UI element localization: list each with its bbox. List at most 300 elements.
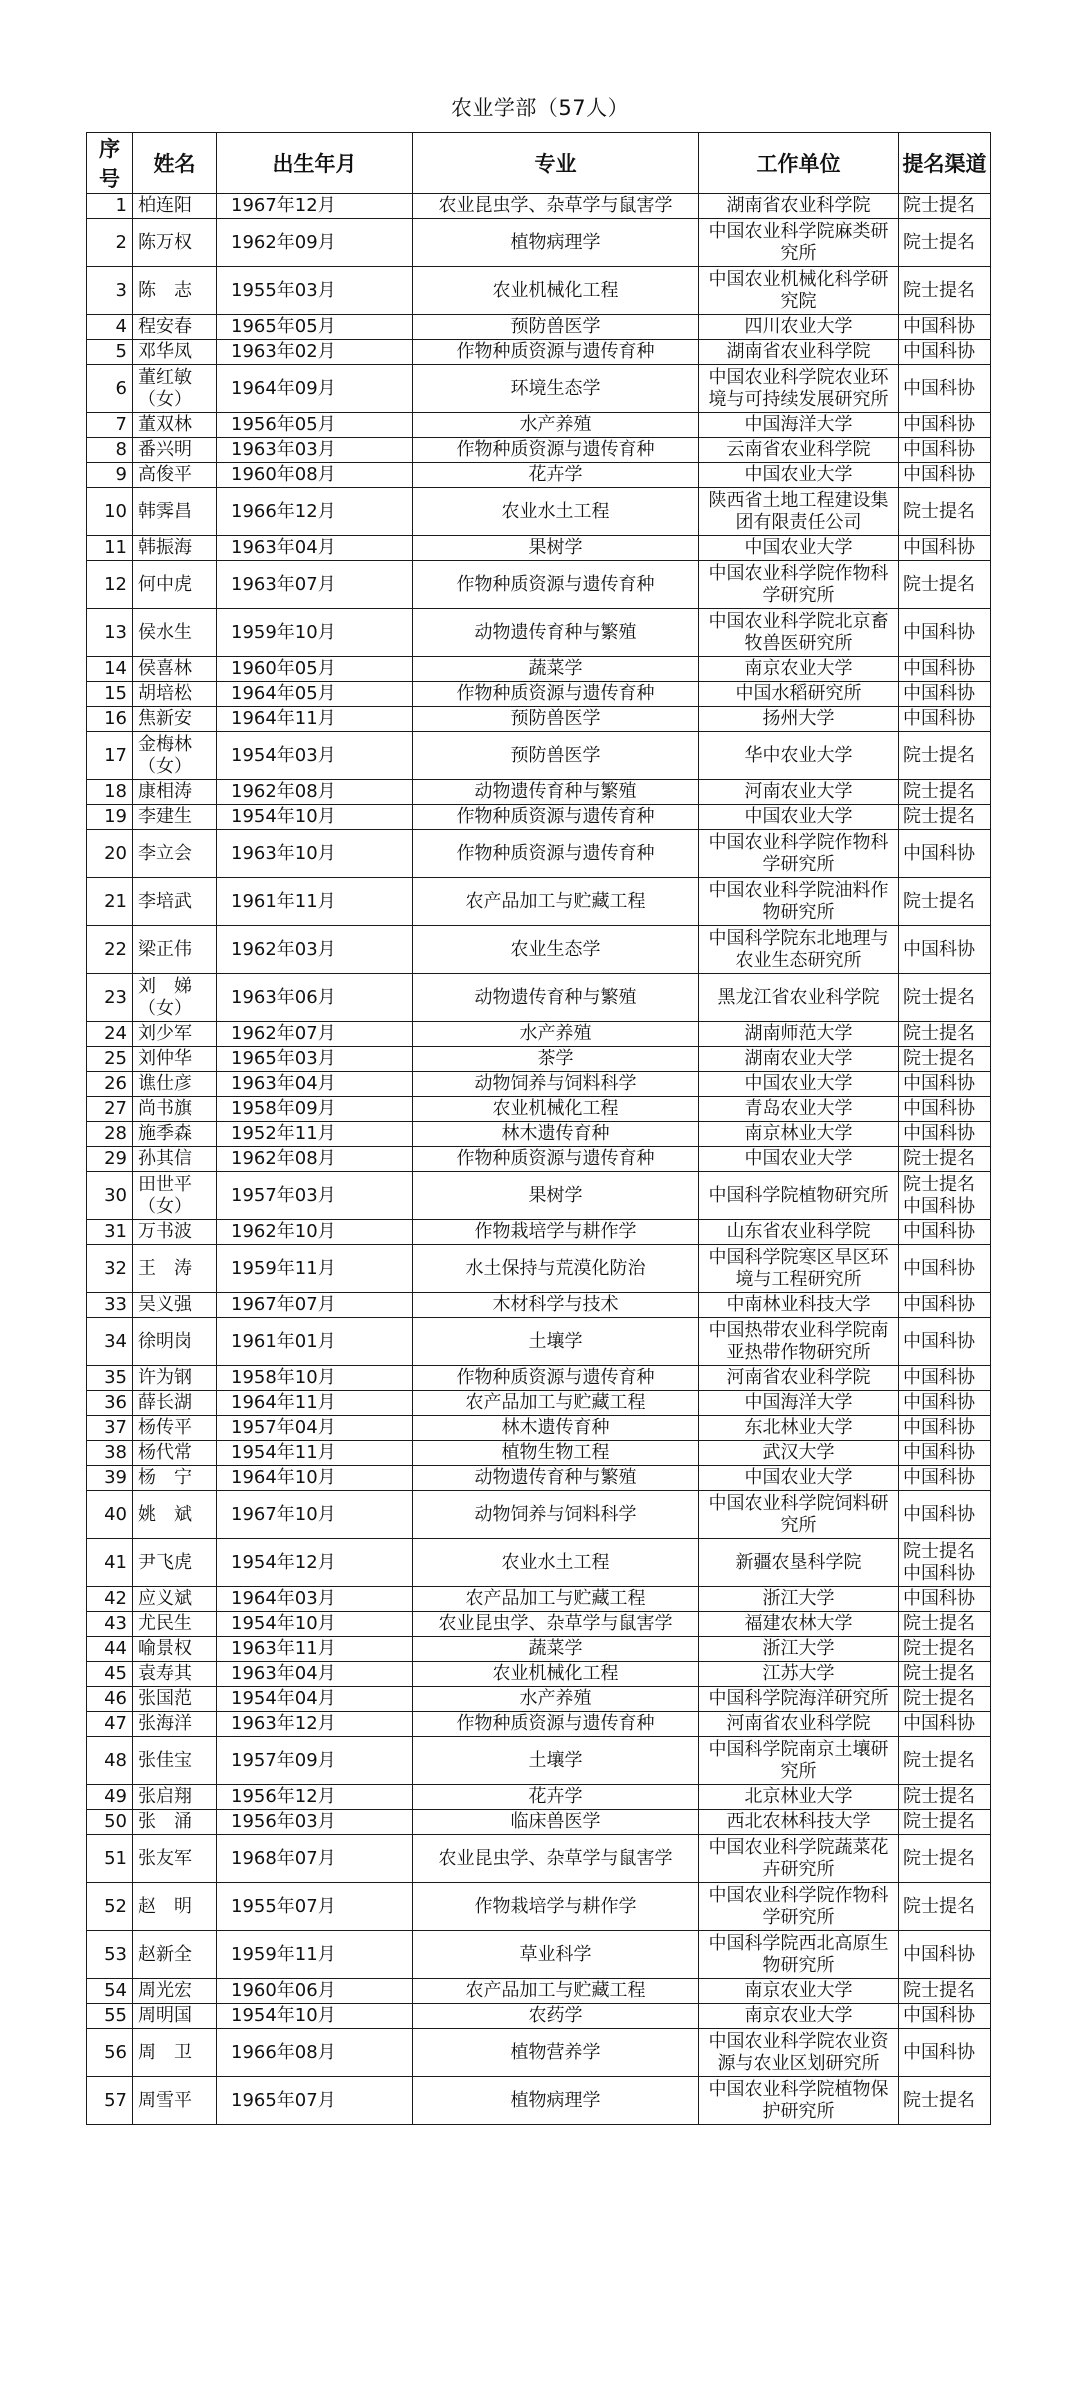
table-row — [87, 2077, 991, 2125]
row-index: 32 — [87, 1245, 133, 1293]
table-row — [87, 1712, 991, 1737]
row-birth-date: 1964年09月 — [217, 365, 413, 413]
row-birth-date: 1966年12月 — [217, 488, 413, 536]
row-major: 农业昆虫学、杂草学与鼠害学 — [413, 1835, 699, 1883]
row-name: 孙其信 — [133, 1147, 217, 1172]
row-birth-date: 1955年03月 — [217, 267, 413, 315]
row-birth-date: 1956年12月 — [217, 1785, 413, 1810]
table-row — [87, 1416, 991, 1441]
table-row — [87, 830, 991, 878]
row-birth-date: 1962年08月 — [217, 1147, 413, 1172]
table-body — [87, 194, 991, 2125]
row-index: 40 — [87, 1491, 133, 1539]
row-work-unit: 中国科学院西北高原生物研究所 — [699, 1931, 899, 1979]
row-birth-date: 1957年03月 — [217, 1172, 413, 1220]
row-nomination-channel: 中国科协 — [899, 1072, 991, 1097]
row-nomination-channel: 中国科协 — [899, 1318, 991, 1366]
row-work-unit: 湖南师范大学 — [699, 1022, 899, 1047]
row-nomination-channel: 院士提名 — [899, 561, 991, 609]
header-unit: 工作单位 — [699, 133, 899, 194]
row-nomination-channel: 中国科协 — [899, 1587, 991, 1612]
row-index: 33 — [87, 1293, 133, 1318]
row-index: 54 — [87, 1979, 133, 2004]
row-birth-date: 1958年09月 — [217, 1097, 413, 1122]
row-major: 农产品加工与贮藏工程 — [413, 878, 699, 926]
table-row — [87, 1979, 991, 2004]
row-major: 农产品加工与贮藏工程 — [413, 1391, 699, 1416]
row-name: 万书波 — [133, 1220, 217, 1245]
row-index: 15 — [87, 682, 133, 707]
row-index: 22 — [87, 926, 133, 974]
row-work-unit: 南京农业大学 — [699, 657, 899, 682]
row-work-unit: 中国科学院植物研究所 — [699, 1172, 899, 1220]
row-index: 45 — [87, 1662, 133, 1687]
row-nomination-channel: 院士提名 — [899, 1662, 991, 1687]
row-nomination-channel: 中国科协 — [899, 926, 991, 974]
row-index: 9 — [87, 463, 133, 488]
row-birth-date: 1965年03月 — [217, 1047, 413, 1072]
row-work-unit: 中国农业大学 — [699, 463, 899, 488]
row-work-unit: 青岛农业大学 — [699, 1097, 899, 1122]
row-index: 52 — [87, 1883, 133, 1931]
row-name: 周明国 — [133, 2004, 217, 2029]
row-major: 农业机械化工程 — [413, 1097, 699, 1122]
row-major: 农药学 — [413, 2004, 699, 2029]
row-work-unit: 中国科学院南京土壤研究所 — [699, 1737, 899, 1785]
row-birth-date: 1963年07月 — [217, 561, 413, 609]
row-work-unit: 中南林业科技大学 — [699, 1293, 899, 1318]
table-row — [87, 1022, 991, 1047]
row-work-unit: 中国农业科学院麻类研究所 — [699, 219, 899, 267]
row-index: 28 — [87, 1122, 133, 1147]
row-birth-date: 1954年11月 — [217, 1441, 413, 1466]
row-index: 4 — [87, 315, 133, 340]
table-row — [87, 974, 991, 1022]
row-index: 19 — [87, 805, 133, 830]
row-nomination-channel: 院士提名 中国科协 — [899, 1539, 991, 1587]
row-work-unit: 福建农林大学 — [699, 1612, 899, 1637]
row-nomination-channel: 院士提名 — [899, 1147, 991, 1172]
row-nomination-channel: 院士提名 — [899, 780, 991, 805]
row-index: 41 — [87, 1539, 133, 1587]
row-index: 24 — [87, 1022, 133, 1047]
row-major: 水产养殖 — [413, 1022, 699, 1047]
row-name: 赵新全 — [133, 1931, 217, 1979]
table-row — [87, 805, 991, 830]
row-index: 30 — [87, 1172, 133, 1220]
table-row — [87, 340, 991, 365]
row-major: 水土保持与荒漠化防治 — [413, 1245, 699, 1293]
row-nomination-channel: 中国科协 — [899, 707, 991, 732]
row-name: 李培武 — [133, 878, 217, 926]
row-nomination-channel: 院士提名 — [899, 805, 991, 830]
row-index: 47 — [87, 1712, 133, 1737]
row-birth-date: 1963年04月 — [217, 1662, 413, 1687]
row-name: 番兴明 — [133, 438, 217, 463]
table-row — [87, 463, 991, 488]
table-row — [87, 2004, 991, 2029]
row-name: 侯水生 — [133, 609, 217, 657]
row-index: 7 — [87, 413, 133, 438]
row-work-unit: 中国科学院海洋研究所 — [699, 1687, 899, 1712]
row-work-unit: 南京农业大学 — [699, 1979, 899, 2004]
row-name: 张友军 — [133, 1835, 217, 1883]
table-row — [87, 1931, 991, 1979]
row-birth-date: 1967年07月 — [217, 1293, 413, 1318]
row-nomination-channel: 中国科协 — [899, 1441, 991, 1466]
row-birth-date: 1965年07月 — [217, 2077, 413, 2125]
row-index: 6 — [87, 365, 133, 413]
row-major: 预防兽医学 — [413, 707, 699, 732]
row-birth-date: 1962年10月 — [217, 1220, 413, 1245]
row-major: 作物种质资源与遗传育种 — [413, 805, 699, 830]
row-name: 张 涌 — [133, 1810, 217, 1835]
row-major: 作物种质资源与遗传育种 — [413, 438, 699, 463]
row-nomination-channel: 中国科协 — [899, 340, 991, 365]
row-work-unit: 湖南省农业科学院 — [699, 340, 899, 365]
row-work-unit: 中国农业大学 — [699, 536, 899, 561]
row-birth-date: 1964年05月 — [217, 682, 413, 707]
row-nomination-channel: 中国科协 — [899, 682, 991, 707]
table-row — [87, 1637, 991, 1662]
table-row — [87, 365, 991, 413]
row-name: 吴义强 — [133, 1293, 217, 1318]
row-major: 动物饲养与饲料科学 — [413, 1072, 699, 1097]
row-major: 水产养殖 — [413, 1687, 699, 1712]
row-name: 袁寿其 — [133, 1662, 217, 1687]
row-name: 焦新安 — [133, 707, 217, 732]
row-nomination-channel: 中国科协 — [899, 1931, 991, 1979]
row-birth-date: 1963年03月 — [217, 438, 413, 463]
row-index: 23 — [87, 974, 133, 1022]
row-nomination-channel: 院士提名 — [899, 2077, 991, 2125]
row-name: 尚书旗 — [133, 1097, 217, 1122]
row-nomination-channel: 院士提名 — [899, 219, 991, 267]
row-birth-date: 1966年08月 — [217, 2029, 413, 2077]
row-work-unit: 中国海洋大学 — [699, 413, 899, 438]
row-work-unit: 中国科学院东北地理与农业生态研究所 — [699, 926, 899, 974]
row-birth-date: 1954年03月 — [217, 732, 413, 780]
row-index: 10 — [87, 488, 133, 536]
row-work-unit: 黑龙江省农业科学院 — [699, 974, 899, 1022]
row-name: 陈万权 — [133, 219, 217, 267]
row-birth-date: 1956年05月 — [217, 413, 413, 438]
table-row — [87, 1220, 991, 1245]
row-birth-date: 1964年10月 — [217, 1466, 413, 1491]
row-major: 土壤学 — [413, 1737, 699, 1785]
row-name: 何中虎 — [133, 561, 217, 609]
row-nomination-channel: 中国科协 — [899, 536, 991, 561]
table-row — [87, 1391, 991, 1416]
table-row — [87, 1318, 991, 1366]
row-name: 高俊平 — [133, 463, 217, 488]
row-major: 植物营养学 — [413, 2029, 699, 2077]
row-nomination-channel: 中国科协 — [899, 365, 991, 413]
row-birth-date: 1962年09月 — [217, 219, 413, 267]
row-nomination-channel: 中国科协 — [899, 1416, 991, 1441]
row-major: 草业科学 — [413, 1931, 699, 1979]
row-birth-date: 1960年06月 — [217, 1979, 413, 2004]
row-birth-date: 1963年11月 — [217, 1637, 413, 1662]
row-work-unit: 四川农业大学 — [699, 315, 899, 340]
row-work-unit: 中国海洋大学 — [699, 1391, 899, 1416]
row-birth-date: 1964年11月 — [217, 1391, 413, 1416]
row-major: 动物遗传育种与繁殖 — [413, 609, 699, 657]
row-birth-date: 1963年06月 — [217, 974, 413, 1022]
row-birth-date: 1959年11月 — [217, 1931, 413, 1979]
row-work-unit: 北京林业大学 — [699, 1785, 899, 1810]
row-name: 姚 斌 — [133, 1491, 217, 1539]
row-index: 13 — [87, 609, 133, 657]
row-nomination-channel: 中国科协 — [899, 413, 991, 438]
row-major: 作物种质资源与遗传育种 — [413, 830, 699, 878]
table-row — [87, 315, 991, 340]
row-major: 作物种质资源与遗传育种 — [413, 561, 699, 609]
row-work-unit: 中国农业科学院饲料研究所 — [699, 1491, 899, 1539]
row-index: 49 — [87, 1785, 133, 1810]
row-nomination-channel: 中国科协 — [899, 2029, 991, 2077]
row-name: 董双林 — [133, 413, 217, 438]
row-birth-date: 1968年07月 — [217, 1835, 413, 1883]
row-birth-date: 1963年12月 — [217, 1712, 413, 1737]
row-name: 邓华凤 — [133, 340, 217, 365]
row-birth-date: 1964年03月 — [217, 1587, 413, 1612]
row-major: 动物遗传育种与繁殖 — [413, 1466, 699, 1491]
row-name: 陈 志 — [133, 267, 217, 315]
row-major: 农产品加工与贮藏工程 — [413, 1979, 699, 2004]
row-name: 张国范 — [133, 1687, 217, 1712]
table-row — [87, 219, 991, 267]
row-index: 46 — [87, 1687, 133, 1712]
row-name: 刘 娣（女） — [133, 974, 217, 1022]
row-nomination-channel: 中国科协 — [899, 1391, 991, 1416]
row-major: 蔬菜学 — [413, 657, 699, 682]
row-major: 作物种质资源与遗传育种 — [413, 340, 699, 365]
row-work-unit: 江苏大学 — [699, 1662, 899, 1687]
row-index: 43 — [87, 1612, 133, 1637]
row-nomination-channel: 中国科协 — [899, 1245, 991, 1293]
row-index: 48 — [87, 1737, 133, 1785]
table-row — [87, 1810, 991, 1835]
row-name: 施季森 — [133, 1122, 217, 1147]
header-major: 专业 — [413, 133, 699, 194]
row-name: 田世平（女） — [133, 1172, 217, 1220]
row-index: 20 — [87, 830, 133, 878]
row-work-unit: 扬州大学 — [699, 707, 899, 732]
row-name: 张海洋 — [133, 1712, 217, 1737]
row-major: 植物病理学 — [413, 219, 699, 267]
row-work-unit: 河南农业大学 — [699, 780, 899, 805]
row-nomination-channel: 院士提名 — [899, 1022, 991, 1047]
nominee-table — [86, 132, 991, 2125]
table-row — [87, 267, 991, 315]
row-index: 18 — [87, 780, 133, 805]
row-major: 预防兽医学 — [413, 315, 699, 340]
row-index: 27 — [87, 1097, 133, 1122]
row-nomination-channel: 中国科协 — [899, 1366, 991, 1391]
row-index: 44 — [87, 1637, 133, 1662]
row-index: 39 — [87, 1466, 133, 1491]
row-birth-date: 1963年04月 — [217, 1072, 413, 1097]
row-nomination-channel: 院士提名 — [899, 1810, 991, 1835]
row-birth-date: 1963年10月 — [217, 830, 413, 878]
row-nomination-channel: 院士提名 — [899, 1047, 991, 1072]
row-name: 刘仲华 — [133, 1047, 217, 1072]
row-work-unit: 湖南农业大学 — [699, 1047, 899, 1072]
row-nomination-channel: 中国科协 — [899, 1712, 991, 1737]
table-row — [87, 682, 991, 707]
row-nomination-channel: 中国科协 — [899, 2004, 991, 2029]
row-work-unit: 中国农业科学院作物科学研究所 — [699, 1883, 899, 1931]
row-birth-date: 1956年03月 — [217, 1810, 413, 1835]
row-nomination-channel: 院士提名 — [899, 878, 991, 926]
row-nomination-channel: 中国科协 — [899, 463, 991, 488]
row-major: 农业生态学 — [413, 926, 699, 974]
row-work-unit: 浙江大学 — [699, 1587, 899, 1612]
row-nomination-channel: 院士提名 — [899, 488, 991, 536]
row-birth-date: 1957年04月 — [217, 1416, 413, 1441]
row-name: 喻景权 — [133, 1637, 217, 1662]
row-work-unit: 南京农业大学 — [699, 2004, 899, 2029]
row-index: 42 — [87, 1587, 133, 1612]
table-row — [87, 1245, 991, 1293]
table-row — [87, 194, 991, 219]
row-index: 5 — [87, 340, 133, 365]
row-major: 作物种质资源与遗传育种 — [413, 1712, 699, 1737]
row-work-unit: 中国水稻研究所 — [699, 682, 899, 707]
row-nomination-channel: 院士提名 — [899, 1612, 991, 1637]
row-nomination-channel: 院士提名 — [899, 1687, 991, 1712]
table-row — [87, 1366, 991, 1391]
row-name: 杨代常 — [133, 1441, 217, 1466]
row-birth-date: 1961年01月 — [217, 1318, 413, 1366]
row-major: 临床兽医学 — [413, 1810, 699, 1835]
table-row — [87, 1539, 991, 1587]
table-row — [87, 561, 991, 609]
row-index: 3 — [87, 267, 133, 315]
row-name: 柏连阳 — [133, 194, 217, 219]
row-name: 张佳宝 — [133, 1737, 217, 1785]
row-work-unit: 中国农业大学 — [699, 1072, 899, 1097]
row-birth-date: 1962年08月 — [217, 780, 413, 805]
row-major: 动物遗传育种与繁殖 — [413, 974, 699, 1022]
row-name: 董红敏（女） — [133, 365, 217, 413]
row-work-unit: 中国农业大学 — [699, 805, 899, 830]
row-birth-date: 1954年10月 — [217, 805, 413, 830]
row-name: 金梅林（女） — [133, 732, 217, 780]
row-index: 50 — [87, 1810, 133, 1835]
table-row — [87, 1147, 991, 1172]
row-name: 周 卫 — [133, 2029, 217, 2077]
row-birth-date: 1959年10月 — [217, 609, 413, 657]
table-row — [87, 732, 991, 780]
table-row — [87, 1122, 991, 1147]
table-row — [87, 878, 991, 926]
row-work-unit: 中国农业机械化科学研究院 — [699, 267, 899, 315]
table-row — [87, 657, 991, 682]
row-index: 53 — [87, 1931, 133, 1979]
row-birth-date: 1958年10月 — [217, 1366, 413, 1391]
row-birth-date: 1954年12月 — [217, 1539, 413, 1587]
row-birth-date: 1964年11月 — [217, 707, 413, 732]
table-row — [87, 1612, 991, 1637]
row-index: 2 — [87, 219, 133, 267]
row-index: 26 — [87, 1072, 133, 1097]
row-birth-date: 1954年10月 — [217, 2004, 413, 2029]
row-name: 李建生 — [133, 805, 217, 830]
row-birth-date: 1959年11月 — [217, 1245, 413, 1293]
row-work-unit: 云南省农业科学院 — [699, 438, 899, 463]
row-index: 1 — [87, 194, 133, 219]
row-name: 康相涛 — [133, 780, 217, 805]
row-name: 李立会 — [133, 830, 217, 878]
row-work-unit: 河南省农业科学院 — [699, 1712, 899, 1737]
row-major: 茶学 — [413, 1047, 699, 1072]
row-major: 木材科学与技术 — [413, 1293, 699, 1318]
row-nomination-channel: 院士提名 — [899, 1835, 991, 1883]
row-nomination-channel: 院士提名 — [899, 732, 991, 780]
row-name: 刘少军 — [133, 1022, 217, 1047]
table-row — [87, 1172, 991, 1220]
table-row — [87, 1047, 991, 1072]
row-major: 农业水土工程 — [413, 488, 699, 536]
row-index: 11 — [87, 536, 133, 561]
header-name: 姓名 — [133, 133, 217, 194]
row-birth-date: 1960年08月 — [217, 463, 413, 488]
row-index: 35 — [87, 1366, 133, 1391]
row-birth-date: 1954年10月 — [217, 1612, 413, 1637]
row-name: 韩振海 — [133, 536, 217, 561]
row-nomination-channel: 中国科协 — [899, 657, 991, 682]
page-title: 农业学部（57人） — [450, 96, 630, 120]
row-name: 尤民生 — [133, 1612, 217, 1637]
row-work-unit: 湖南省农业科学院 — [699, 194, 899, 219]
table-row — [87, 536, 991, 561]
row-name: 薛长湖 — [133, 1391, 217, 1416]
row-index: 55 — [87, 2004, 133, 2029]
row-birth-date: 1963年02月 — [217, 340, 413, 365]
row-name: 赵 明 — [133, 1883, 217, 1931]
row-index: 12 — [87, 561, 133, 609]
row-index: 57 — [87, 2077, 133, 2125]
row-nomination-channel: 院士提名 — [899, 1637, 991, 1662]
row-work-unit: 西北农林科技大学 — [699, 1810, 899, 1835]
row-work-unit: 中国农业科学院北京畜牧兽医研究所 — [699, 609, 899, 657]
row-work-unit: 东北林业大学 — [699, 1416, 899, 1441]
table-row — [87, 780, 991, 805]
row-work-unit: 中国农业科学院作物科学研究所 — [699, 830, 899, 878]
row-major: 花卉学 — [413, 463, 699, 488]
row-index: 16 — [87, 707, 133, 732]
row-name: 侯喜林 — [133, 657, 217, 682]
row-major: 农业机械化工程 — [413, 267, 699, 315]
row-work-unit: 中国热带农业科学院南亚热带作物研究所 — [699, 1318, 899, 1366]
row-work-unit: 中国农业科学院作物科学研究所 — [699, 561, 899, 609]
table-header-row — [87, 133, 991, 194]
row-major: 林木遗传育种 — [413, 1416, 699, 1441]
row-name: 韩霁昌 — [133, 488, 217, 536]
table-row — [87, 1883, 991, 1931]
row-major: 果树学 — [413, 536, 699, 561]
row-work-unit: 中国农业科学院植物保护研究所 — [699, 2077, 899, 2125]
row-name: 许为钢 — [133, 1366, 217, 1391]
table-row — [87, 1835, 991, 1883]
table-row — [87, 2029, 991, 2077]
row-name: 尹飞虎 — [133, 1539, 217, 1587]
header-index: 序号 — [87, 133, 133, 194]
row-major: 花卉学 — [413, 1785, 699, 1810]
row-birth-date: 1952年11月 — [217, 1122, 413, 1147]
